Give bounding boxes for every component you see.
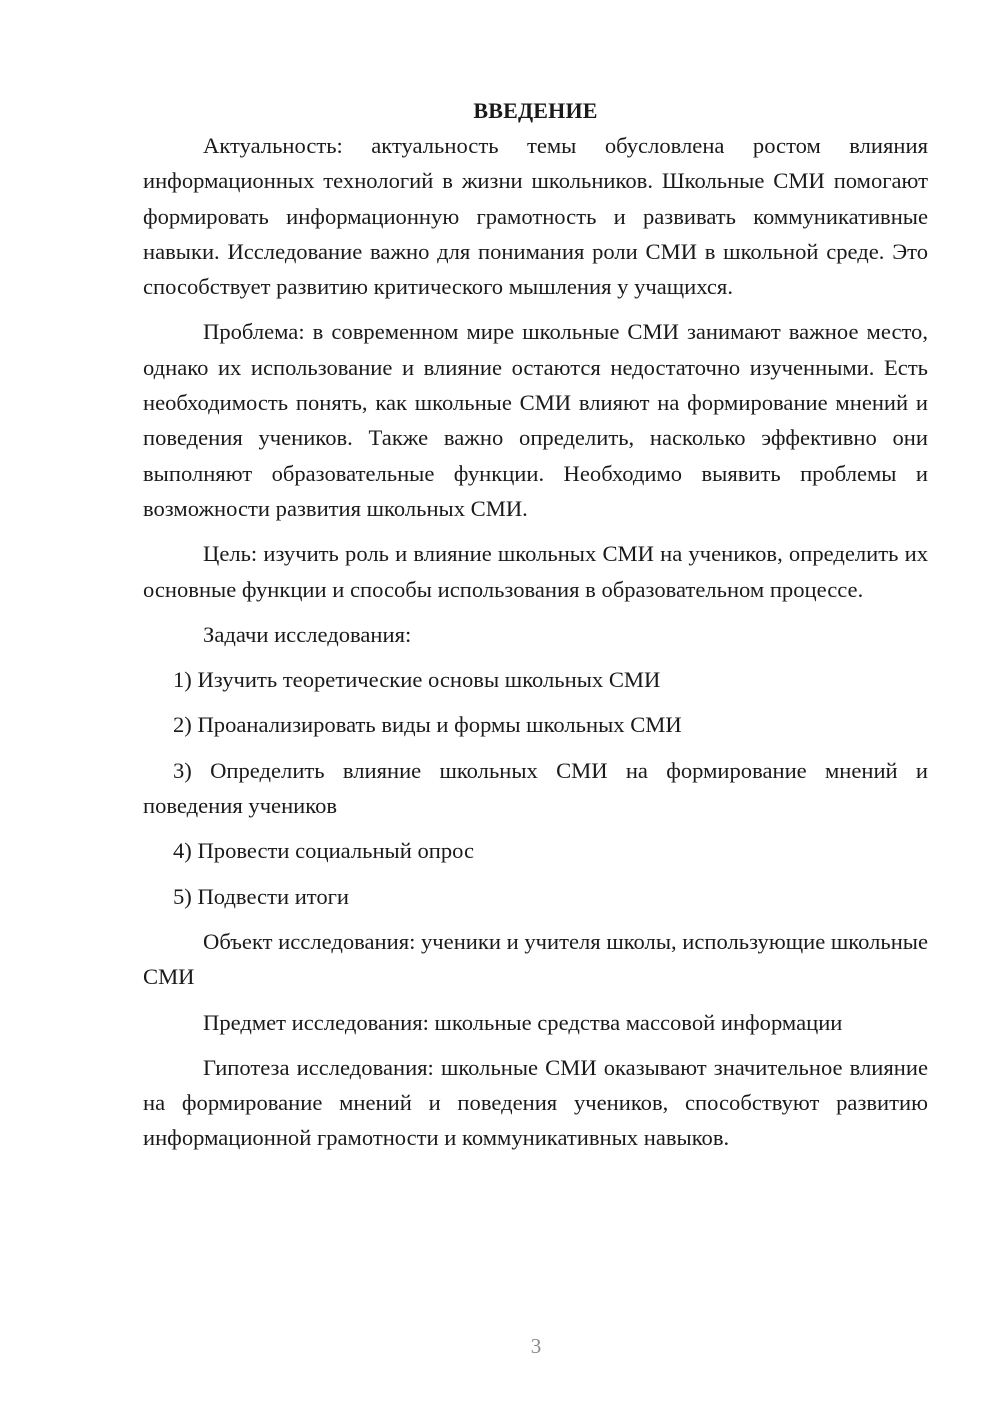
page-number: 3 [530,1334,542,1358]
document-page [143,93,928,1156]
task-item-5: 5) Подвести итоги [173,883,350,909]
task-item-1: 1) Изучить теоретические основы школьных СМИ [173,667,661,693]
section-heading: ВВЕДЕНИЕ [473,98,598,123]
paragraph-object: Объект исследования: ученики и учителя школы, использующие школьные СМИ [143,928,928,990]
paragraph-subject: Предмет исследования: школьные средства массовой информации [203,1009,843,1035]
paragraph-goal: Цель: изучить роль и влияние школьных СМИ на учеников, определить их основные функции и способы использования в образовательном процессе. [143,541,928,602]
paragraph-hypothesis: Гипотеза исследования: школьные СМИ оказывают значительное влияние на формирование мнений и поведения учеников, способствуют развитию информационной грамотности и коммуникативных навыков. [143,1054,928,1151]
task-item-3: 3) Определить влияние школьных СМИ на формирование мнений и поведения учеников [143,757,928,819]
paragraph-relevance: Актуальность: актуальность темы обусловлена ростом влияния информационных технологий в жизни школьников. Школьные СМИ помогают формировать информационную грамотность и развивать коммуникативные навыки. Исследование важно для понимания роли СМИ в школьной среде. Это способствует развитию критического мышления у учащихся. [143,133,928,300]
task-item-2: 2) Проанализировать виды и формы школьных СМИ [173,712,682,738]
paragraph-problem: Проблема: в современном мире школьные СМИ занимают важное место, однако их использование и влияние остаются недостаточно изученными. Есть необходимость понять, как школьные СМИ влияют на формирование мнений и поведения учеников. Также важно определить, насколько эффективно они выполняют образовательные функции. Необходимо выявить проблемы и возможности развития школьных СМИ. [143,319,928,521]
task-item-4: 4) Провести социальный опрос [173,838,475,864]
paragraph-tasks-title: Задачи исследования: [203,621,412,647]
